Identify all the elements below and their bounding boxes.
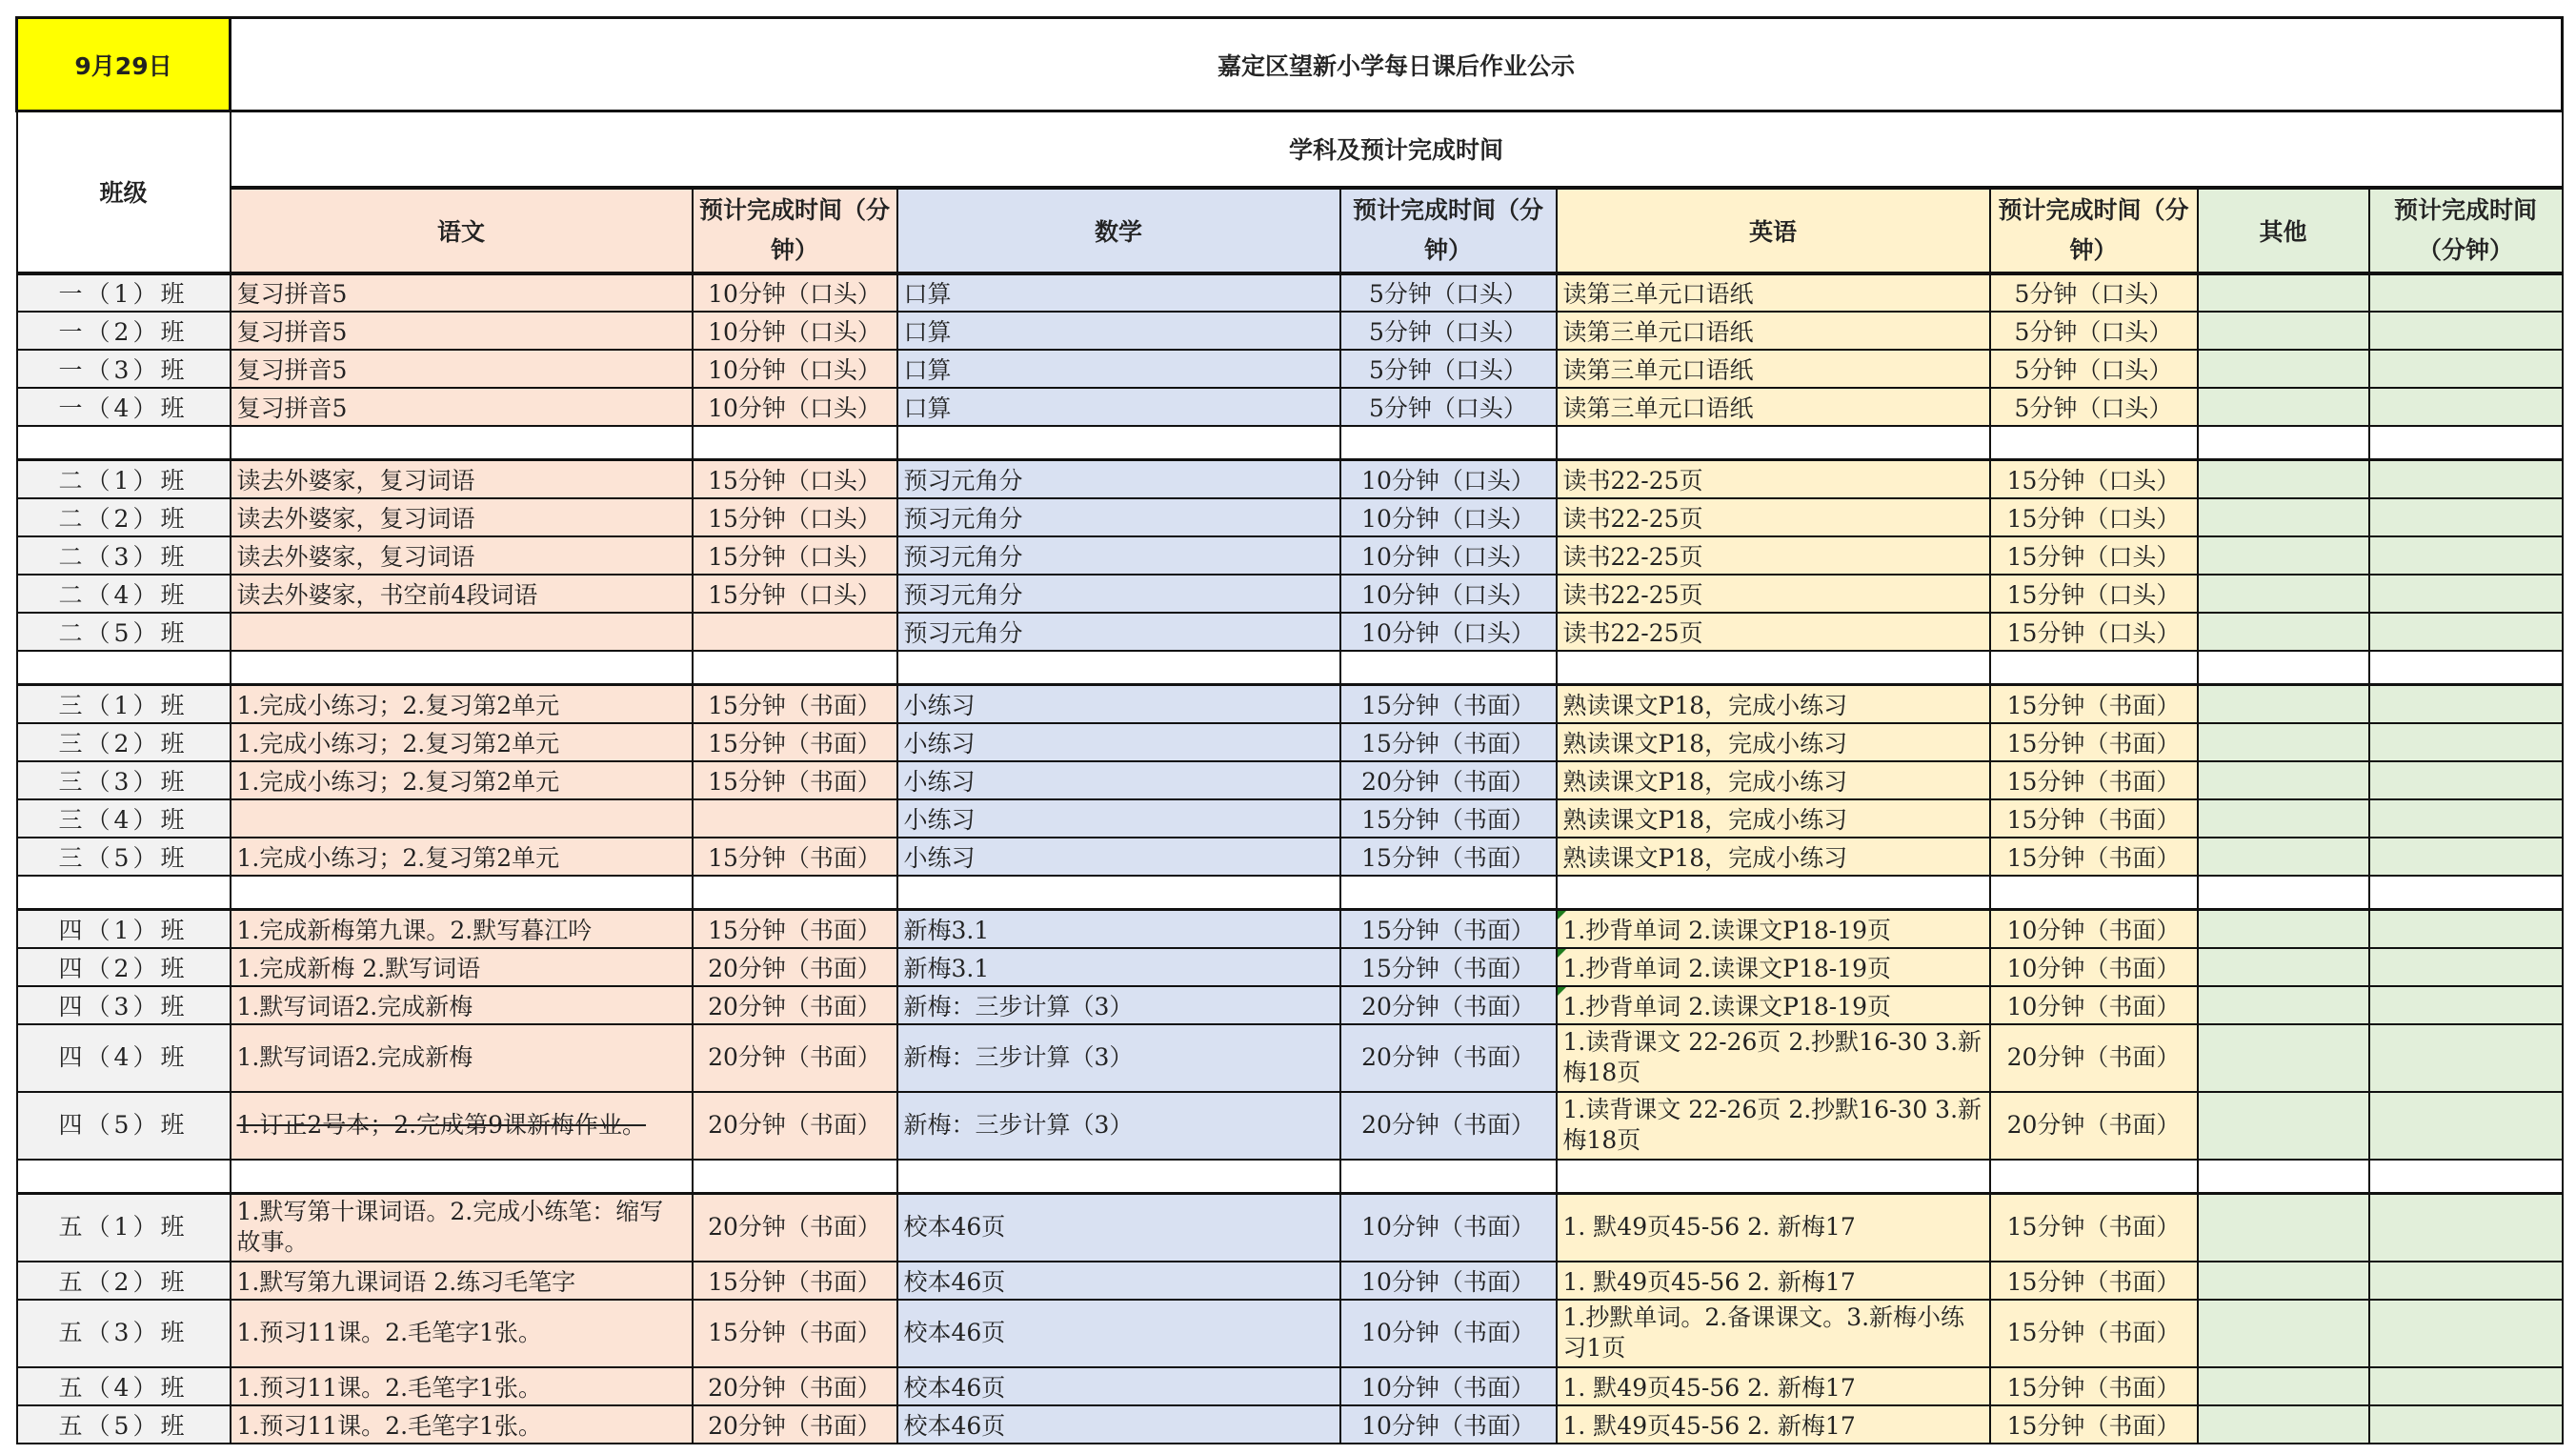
english-homework-cell[interactable]: 读书22-25页 [1557,613,1990,651]
table-row [17,1262,2563,1300]
chinese-homework-cell[interactable]: 读去外婆家，复习词语 [231,536,693,575]
table-row [17,350,2563,388]
empty-cell[interactable] [693,876,897,910]
class-cell[interactable]: 二（5）班 [17,613,231,651]
other-homework-cell[interactable] [2198,1367,2369,1405]
chinese-homework-cell[interactable]: 1.默写第十课词语。2.完成小练笔：缩写故事。 [231,1194,693,1262]
chinese-time-cell[interactable]: 15分钟（书面） [693,1300,897,1367]
table-row [17,910,2563,948]
subject-time-header[interactable]: 学科及预计完成时间 [231,111,2563,188]
chinese-time-cell[interactable]: 15分钟（书面） [693,1262,897,1300]
empty-cell[interactable] [1557,876,1990,910]
class-cell[interactable]: 五（1）班 [17,1194,231,1262]
class-cell[interactable]: 四（4）班 [17,1024,231,1092]
english-time-cell[interactable]: 15分钟（书面） [1990,1300,2198,1367]
chinese-time-cell[interactable]: 10分钟（口头） [693,388,897,426]
empty-cell[interactable] [2369,426,2563,460]
math-time-header[interactable]: 预计完成时间（分钟） [1340,188,1557,273]
empty-cell[interactable] [1557,1160,1990,1194]
chinese-homework-cell[interactable]: 1.默写第九课词语 2.练习毛笔字 [231,1262,693,1300]
math-homework-cell[interactable]: 新梅3.1 [897,948,1340,986]
chinese-homework-cell[interactable]: 复习拼音5 [231,312,693,350]
empty-cell[interactable] [1340,651,1557,685]
spacer-row [17,651,2563,685]
other-homework-cell[interactable] [2198,948,2369,986]
chinese-homework-cell[interactable]: 1.完成小练习；2.复习第2单元 [231,838,693,876]
other-time-cell[interactable] [2369,460,2563,498]
math-homework-cell[interactable]: 预习元角分 [897,536,1340,575]
chinese-time-cell[interactable]: 20分钟（书面） [693,1092,897,1160]
empty-cell[interactable] [231,651,693,685]
other-time-cell[interactable] [2369,388,2563,426]
math-time-cell[interactable]: 20分钟（书面） [1340,986,1557,1024]
empty-cell[interactable] [17,426,231,460]
english-time-cell[interactable]: 5分钟（口头） [1990,312,2198,350]
math-time-cell[interactable]: 10分钟（书面） [1340,1262,1557,1300]
english-homework-cell[interactable]: 熟读课文P18，完成小练习 [1557,685,1990,723]
other-time-cell[interactable] [2369,498,2563,536]
chinese-time-cell[interactable]: 10分钟（口头） [693,312,897,350]
math-homework-cell[interactable]: 口算 [897,273,1340,312]
english-homework-cell[interactable]: 熟读课文P18，完成小练习 [1557,799,1990,838]
empty-cell[interactable] [897,651,1340,685]
other-homework-cell[interactable] [2198,1024,2369,1092]
empty-cell[interactable] [17,651,231,685]
empty-cell[interactable] [231,1160,693,1194]
math-time-cell[interactable]: 10分钟（口头） [1340,498,1557,536]
other-homework-cell[interactable] [2198,498,2369,536]
english-time-cell[interactable]: 5分钟（口头） [1990,273,2198,312]
math-homework-cell[interactable]: 预习元角分 [897,613,1340,651]
other-homework-cell[interactable] [2198,536,2369,575]
english-time-cell[interactable]: 10分钟（书面） [1990,910,2198,948]
chinese-homework-cell[interactable]: 1.预习11课。2.毛笔字1张。 [231,1367,693,1405]
english-time-cell[interactable]: 15分钟（口头） [1990,536,2198,575]
chinese-homework-cell[interactable]: 复习拼音5 [231,273,693,312]
class-cell[interactable]: 二（1）班 [17,460,231,498]
chinese-time-cell[interactable]: 15分钟（书面） [693,910,897,948]
other-homework-cell[interactable] [2198,1262,2369,1300]
math-homework-cell[interactable]: 口算 [897,388,1340,426]
other-homework-cell[interactable] [2198,723,2369,761]
english-homework-cell[interactable]: 1.读背课文 22-26页 2.抄默16-30 3.新梅18页 [1557,1024,1990,1092]
math-homework-cell[interactable]: 新梅3.1 [897,910,1340,948]
spacer-row [17,876,2563,910]
math-time-cell[interactable]: 10分钟（书面） [1340,1405,1557,1444]
english-time-cell[interactable]: 15分钟（书面） [1990,1194,2198,1262]
chinese-time-cell[interactable]: 15分钟（口头） [693,460,897,498]
error-indicator-icon [1558,949,1566,958]
chinese-time-cell[interactable]: 10分钟（口头） [693,273,897,312]
english-time-cell[interactable]: 10分钟（书面） [1990,986,2198,1024]
empty-cell[interactable] [693,1160,897,1194]
class-cell[interactable]: 二（4）班 [17,575,231,613]
table-row [17,761,2563,799]
english-header[interactable]: 英语 [1557,188,1990,273]
empty-cell[interactable] [693,426,897,460]
spacer-row [17,1160,2563,1194]
chinese-homework-cell[interactable]: 1.完成小练习；2.复习第2单元 [231,723,693,761]
table-row [17,1092,2563,1160]
empty-cell[interactable] [897,876,1340,910]
math-homework-cell[interactable]: 预习元角分 [897,498,1340,536]
spacer-row [17,426,2563,460]
math-homework-cell[interactable]: 小练习 [897,761,1340,799]
class-cell[interactable]: 一（2）班 [17,312,231,350]
class-cell[interactable]: 二（2）班 [17,498,231,536]
other-homework-cell[interactable] [2198,273,2369,312]
chinese-time-cell[interactable]: 10分钟（口头） [693,350,897,388]
chinese-homework-cell[interactable]: 1.默写词语2.完成新梅 [231,1024,693,1092]
empty-cell[interactable] [2198,1160,2369,1194]
english-time-cell[interactable]: 5分钟（口头） [1990,388,2198,426]
class-cell[interactable]: 五（2）班 [17,1262,231,1300]
math-homework-cell[interactable]: 小练习 [897,799,1340,838]
class-cell[interactable]: 五（3）班 [17,1300,231,1367]
english-time-cell[interactable]: 20分钟（书面） [1990,1024,2198,1092]
class-cell[interactable]: 四（2）班 [17,948,231,986]
other-homework-cell[interactable] [2198,761,2369,799]
class-cell[interactable]: 一（1）班 [17,273,231,312]
empty-cell[interactable] [2198,651,2369,685]
chinese-homework-cell[interactable]: 1.预习11课。2.毛笔字1张。 [231,1300,693,1367]
class-cell[interactable]: 一（4）班 [17,388,231,426]
other-homework-cell[interactable] [2198,350,2369,388]
other-time-cell[interactable] [2369,575,2563,613]
math-homework-cell[interactable]: 预习元角分 [897,460,1340,498]
other-time-cell[interactable] [2369,761,2563,799]
empty-cell[interactable] [1557,426,1990,460]
math-homework-cell[interactable]: 小练习 [897,723,1340,761]
math-time-cell[interactable]: 10分钟（口头） [1340,536,1557,575]
empty-cell[interactable] [2369,876,2563,910]
empty-cell[interactable] [231,876,693,910]
chinese-time-cell[interactable]: 15分钟（书面） [693,723,897,761]
english-homework-cell[interactable]: 1.读背课文 22-26页 2.抄默16-30 3.新梅18页 [1557,1092,1990,1160]
class-cell[interactable]: 三（1）班 [17,685,231,723]
chinese-homework-cell[interactable]: 读去外婆家，复习词语 [231,498,693,536]
math-time-cell[interactable]: 5分钟（口头） [1340,350,1557,388]
english-homework-cell[interactable]: 读第三单元口语纸 [1557,350,1990,388]
other-time-cell[interactable] [2369,910,2563,948]
table-row [17,460,2563,498]
other-time-cell[interactable] [2369,613,2563,651]
english-homework-cell[interactable]: 1. 默49页45-56 2. 新梅17 [1557,1262,1990,1300]
english-time-cell[interactable]: 15分钟（书面） [1990,838,2198,876]
empty-cell[interactable] [1340,876,1557,910]
english-homework-cell[interactable]: 1.抄背单词 2.读课文P18-19页 [1557,986,1990,1024]
table-row [17,838,2563,876]
chinese-time-cell[interactable]: 20分钟（书面） [693,1194,897,1262]
english-time-cell[interactable]: 20分钟（书面） [1990,1092,2198,1160]
other-time-cell[interactable] [2369,948,2563,986]
other-homework-cell[interactable] [2198,685,2369,723]
chinese-time-cell[interactable]: 20分钟（书面） [693,986,897,1024]
english-time-cell[interactable]: 15分钟（口头） [1990,613,2198,651]
other-time-cell[interactable] [2369,536,2563,575]
chinese-homework-cell[interactable]: 1.完成小练习；2.复习第2单元 [231,761,693,799]
chinese-homework-cell[interactable]: 复习拼音5 [231,350,693,388]
other-homework-cell[interactable] [2198,1300,2369,1367]
math-time-cell[interactable]: 10分钟（口头） [1340,613,1557,651]
class-cell[interactable]: 二（3）班 [17,536,231,575]
empty-cell[interactable] [1340,1160,1557,1194]
english-time-cell[interactable]: 15分钟（口头） [1990,498,2198,536]
other-time-cell[interactable] [2369,1405,2563,1444]
homework-table [15,16,2564,1444]
empty-cell[interactable] [1990,651,2198,685]
english-homework-cell[interactable]: 1. 默49页45-56 2. 新梅17 [1557,1194,1990,1262]
other-homework-cell[interactable] [2198,838,2369,876]
chinese-time-cell[interactable]: 15分钟（口头） [693,536,897,575]
other-time-cell[interactable] [2369,1092,2563,1160]
chinese-homework-cell[interactable] [231,799,693,838]
chinese-homework-cell[interactable]: 读去外婆家，复习词语 [231,460,693,498]
table-row [17,1024,2563,1092]
table-row [17,723,2563,761]
table-row [17,986,2563,1024]
other-time-cell[interactable] [2369,1262,2563,1300]
english-time-cell[interactable]: 15分钟（书面） [1990,1262,2198,1300]
math-time-cell[interactable]: 10分钟（口头） [1340,575,1557,613]
other-homework-cell[interactable] [2198,1194,2369,1262]
empty-cell[interactable] [2198,426,2369,460]
empty-cell[interactable] [2369,651,2563,685]
other-time-cell[interactable] [2369,1300,2563,1367]
english-time-cell[interactable]: 15分钟（书面） [1990,761,2198,799]
chinese-time-cell[interactable]: 20分钟（书面） [693,1367,897,1405]
english-time-header[interactable]: 预计完成时间（分钟） [1990,188,2198,273]
chinese-time-cell[interactable]: 20分钟（书面） [693,1405,897,1444]
table-row [17,312,2563,350]
math-time-cell[interactable]: 5分钟（口头） [1340,312,1557,350]
class-cell[interactable]: 一（3）班 [17,350,231,388]
other-time-cell[interactable] [2369,838,2563,876]
english-time-cell[interactable]: 5分钟（口头） [1990,350,2198,388]
english-homework-cell[interactable]: 读第三单元口语纸 [1557,388,1990,426]
empty-cell[interactable] [1990,876,2198,910]
english-homework-cell[interactable]: 读书22-25页 [1557,536,1990,575]
english-homework-cell[interactable]: 读书22-25页 [1557,498,1990,536]
math-time-cell[interactable]: 15分钟（书面） [1340,910,1557,948]
math-homework-cell[interactable]: 校本46页 [897,1194,1340,1262]
math-homework-cell[interactable]: 新梅：三步计算（3） [897,1092,1340,1160]
english-homework-cell[interactable]: 读书22-25页 [1557,575,1990,613]
table-row [17,1367,2563,1405]
class-cell[interactable]: 四（3）班 [17,986,231,1024]
math-homework-cell[interactable]: 预习元角分 [897,575,1340,613]
other-homework-cell[interactable] [2198,575,2369,613]
english-homework-cell[interactable]: 1.抄默单词。2.备课课文。3.新梅小练习1页 [1557,1300,1990,1367]
english-homework-cell[interactable]: 1.抄背单词 2.读课文P18-19页 [1557,910,1990,948]
class-cell[interactable]: 三（4）班 [17,799,231,838]
class-cell[interactable]: 五（4）班 [17,1367,231,1405]
english-time-cell[interactable]: 15分钟（口头） [1990,575,2198,613]
table-row [17,1194,2563,1262]
chinese-time-cell[interactable]: 15分钟（口头） [693,498,897,536]
table-row [17,799,2563,838]
other-time-cell[interactable] [2369,799,2563,838]
math-homework-cell[interactable]: 口算 [897,312,1340,350]
math-homework-cell[interactable]: 新梅：三步计算（3） [897,1024,1340,1092]
empty-cell[interactable] [2198,876,2369,910]
chinese-homework-cell[interactable]: 1.预习11课。2.毛笔字1张。 [231,1405,693,1444]
math-time-cell[interactable]: 15分钟（书面） [1340,838,1557,876]
english-time-cell[interactable]: 15分钟（书面） [1990,685,2198,723]
english-homework-cell[interactable]: 1. 默49页45-56 2. 新梅17 [1557,1405,1990,1444]
chinese-header[interactable]: 语文 [231,188,693,273]
math-homework-cell[interactable]: 口算 [897,350,1340,388]
other-homework-cell[interactable] [2198,986,2369,1024]
table-row [17,273,2563,312]
error-indicator-icon [1558,911,1566,919]
empty-cell[interactable] [1557,651,1990,685]
other-time-cell[interactable] [2369,350,2563,388]
other-time-cell[interactable] [2369,1024,2563,1092]
class-cell[interactable]: 五（5）班 [17,1405,231,1444]
math-header[interactable]: 数学 [897,188,1340,273]
math-time-cell[interactable]: 20分钟（书面） [1340,1092,1557,1160]
class-cell[interactable]: 三（2）班 [17,723,231,761]
table-row [17,575,2563,613]
chinese-homework-cell[interactable]: 1.完成新梅第九课。2.默写暮江吟 [231,910,693,948]
other-time-cell[interactable] [2369,312,2563,350]
empty-cell[interactable] [693,651,897,685]
english-homework-cell[interactable]: 1. 默49页45-56 2. 新梅17 [1557,1367,1990,1405]
other-homework-cell[interactable] [2198,799,2369,838]
chinese-time-cell[interactable]: 15分钟（书面） [693,685,897,723]
other-time-cell[interactable] [2369,723,2563,761]
english-homework-cell[interactable]: 熟读课文P18，完成小练习 [1557,723,1990,761]
chinese-time-header[interactable]: 预计完成时间（分钟） [693,188,897,273]
math-homework-cell[interactable]: 新梅：三步计算（3） [897,986,1340,1024]
english-time-cell[interactable]: 15分钟（口头） [1990,460,2198,498]
other-time-cell[interactable] [2369,1194,2563,1262]
other-homework-cell[interactable] [2198,460,2369,498]
other-homework-cell[interactable] [2198,910,2369,948]
chinese-homework-cell[interactable]: 1.默写词语2.完成新梅 [231,986,693,1024]
chinese-time-cell[interactable]: 15分钟（书面） [693,838,897,876]
math-time-cell[interactable]: 5分钟（口头） [1340,388,1557,426]
chinese-homework-cell[interactable]: 读去外婆家，书空前4段词语 [231,575,693,613]
table-row [17,1300,2563,1367]
empty-cell[interactable] [897,1160,1340,1194]
chinese-time-cell[interactable]: 15分钟（口头） [693,575,897,613]
english-time-cell[interactable]: 15分钟（书面） [1990,723,2198,761]
math-time-cell[interactable]: 15分钟（书面） [1340,723,1557,761]
other-time-cell[interactable] [2369,273,2563,312]
english-homework-cell[interactable]: 读第三单元口语纸 [1557,312,1990,350]
english-time-cell[interactable]: 15分钟（书面） [1990,799,2198,838]
other-homework-cell[interactable] [2198,613,2369,651]
class-cell[interactable]: 三（3）班 [17,761,231,799]
class-cell[interactable]: 三（5）班 [17,838,231,876]
english-homework-cell[interactable]: 读第三单元口语纸 [1557,273,1990,312]
math-time-cell[interactable]: 10分钟（书面） [1340,1194,1557,1262]
math-time-cell[interactable]: 15分钟（书面） [1340,948,1557,986]
english-homework-cell[interactable]: 1.抄背单词 2.读课文P18-19页 [1557,948,1990,986]
chinese-homework-cell[interactable]: 复习拼音5 [231,388,693,426]
english-homework-cell[interactable]: 熟读课文P18，完成小练习 [1557,761,1990,799]
other-time-header[interactable]: 预计完成时间（分钟） [2369,188,2563,273]
math-homework-cell[interactable]: 校本46页 [897,1262,1340,1300]
chinese-homework-cell[interactable]: 1.完成小练习；2.复习第2单元 [231,685,693,723]
empty-cell[interactable] [897,426,1340,460]
math-homework-cell[interactable]: 小练习 [897,838,1340,876]
other-time-cell[interactable] [2369,1367,2563,1405]
chinese-time-cell[interactable]: 20分钟（书面） [693,1024,897,1092]
english-homework-cell[interactable]: 读书22-25页 [1557,460,1990,498]
chinese-time-cell[interactable] [693,613,897,651]
math-homework-cell[interactable]: 小练习 [897,685,1340,723]
empty-cell[interactable] [231,426,693,460]
math-time-cell[interactable]: 5分钟（口头） [1340,273,1557,312]
other-homework-cell[interactable] [2198,312,2369,350]
other-header[interactable]: 其他 [2198,188,2369,273]
other-homework-cell[interactable] [2198,388,2369,426]
math-time-cell[interactable]: 15分钟（书面） [1340,799,1557,838]
english-time-cell[interactable]: 10分钟（书面） [1990,948,2198,986]
chinese-time-cell[interactable]: 20分钟（书面） [693,948,897,986]
other-time-cell[interactable] [2369,986,2563,1024]
math-homework-cell[interactable]: 校本46页 [897,1405,1340,1444]
empty-cell[interactable] [1990,426,2198,460]
empty-cell[interactable] [2369,1160,2563,1194]
empty-cell[interactable] [17,876,231,910]
other-homework-cell[interactable] [2198,1092,2369,1160]
english-time-cell[interactable]: 15分钟（书面） [1990,1405,2198,1444]
math-homework-cell[interactable]: 校本46页 [897,1300,1340,1367]
english-time-cell[interactable]: 15分钟（书面） [1990,1367,2198,1405]
table-row [17,948,2563,986]
table-row [17,388,2563,426]
class-header[interactable]: 班级 [17,111,231,273]
english-homework-cell[interactable]: 熟读课文P18，完成小练习 [1557,838,1990,876]
math-homework-cell[interactable]: 校本46页 [897,1367,1340,1405]
other-time-cell[interactable] [2369,685,2563,723]
math-time-cell[interactable]: 20分钟（书面） [1340,1024,1557,1092]
empty-cell[interactable] [1990,1160,2198,1194]
chinese-time-cell[interactable] [693,799,897,838]
class-cell[interactable]: 四（5）班 [17,1092,231,1160]
chinese-homework-cell[interactable] [231,613,693,651]
table-row [17,613,2563,651]
table-row [17,685,2563,723]
math-time-cell[interactable]: 15分钟（书面） [1340,685,1557,723]
table-row [17,498,2563,536]
page-title[interactable]: 嘉定区望新小学每日课后作业公示 [231,18,2563,111]
chinese-time-cell[interactable]: 15分钟（书面） [693,761,897,799]
empty-cell[interactable] [1340,426,1557,460]
math-time-cell[interactable]: 20分钟（书面） [1340,761,1557,799]
chinese-homework-cell[interactable]: 1.订正2号本；2.完成第9课新梅作业。 [231,1092,693,1160]
date-cell[interactable]: 9月29日 [17,18,231,111]
other-homework-cell[interactable] [2198,1405,2369,1444]
table-row [17,1405,2563,1444]
chinese-homework-cell[interactable]: 1.完成新梅 2.默写词语 [231,948,693,986]
math-time-cell[interactable]: 10分钟（口头） [1340,460,1557,498]
error-indicator-icon [1558,987,1566,996]
math-time-cell[interactable]: 10分钟（书面） [1340,1367,1557,1405]
empty-cell[interactable] [17,1160,231,1194]
math-time-cell[interactable]: 10分钟（书面） [1340,1300,1557,1367]
table-row [17,536,2563,575]
class-cell[interactable]: 四（1）班 [17,910,231,948]
